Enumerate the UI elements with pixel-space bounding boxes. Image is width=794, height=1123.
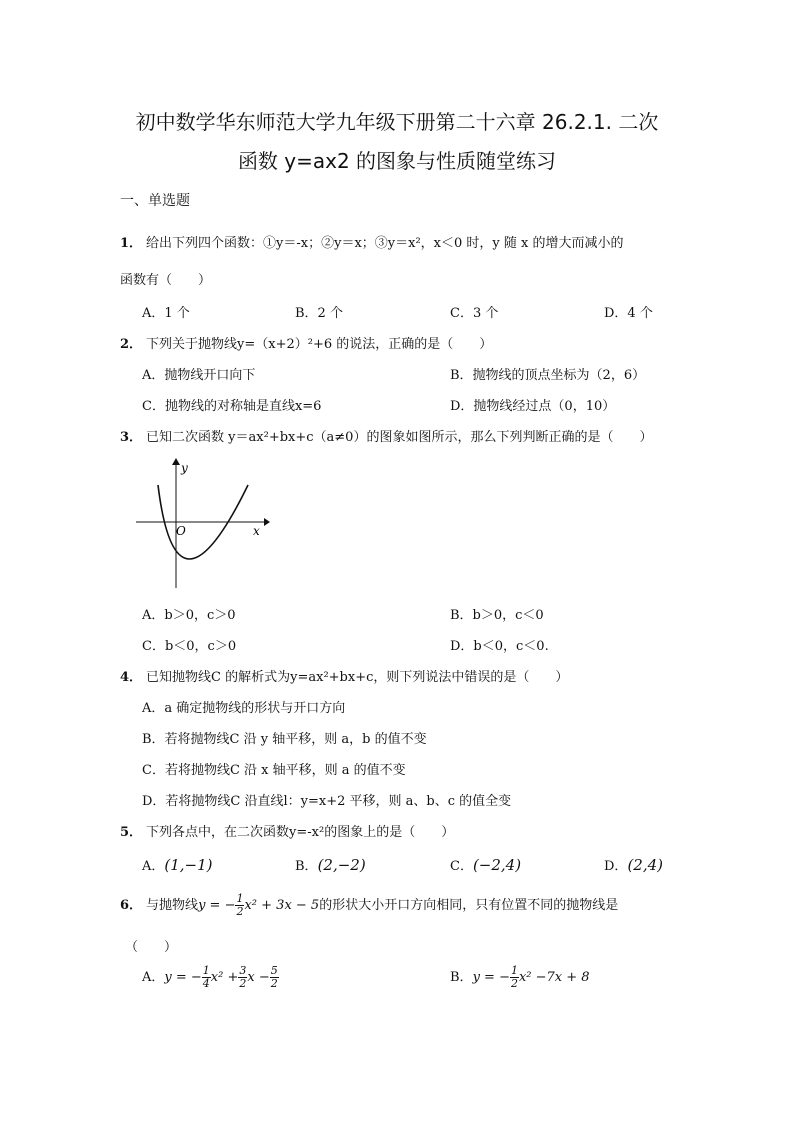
q1-option-a[interactable]: A．1 个 xyxy=(142,306,190,321)
question-number: 2． xyxy=(120,337,143,352)
equation-part: x² + xyxy=(210,970,239,985)
page-title-line-1: 初中数学华东师范大学九年级下册第二十六章 26.2.1. 二次 xyxy=(135,110,659,134)
question-number: 3． xyxy=(120,430,143,445)
equation-part: x² −7x + 8 xyxy=(518,970,590,985)
fraction xyxy=(510,965,519,990)
q1-option-c[interactable]: C．3 个 xyxy=(450,306,499,321)
question-number: 5． xyxy=(120,825,143,840)
question-3 xyxy=(120,426,652,445)
q5-option-c[interactable] xyxy=(450,855,521,874)
q6-option-a[interactable] xyxy=(142,965,279,990)
question-number: 6． xyxy=(120,898,143,913)
origin-label: O xyxy=(176,524,186,538)
option-label: D． xyxy=(604,859,628,874)
equation-part: y = − xyxy=(164,970,202,985)
equation-part: y = − xyxy=(472,970,510,985)
q6-option-b[interactable] xyxy=(450,965,590,990)
option-label: B． xyxy=(450,970,473,985)
option-value: (1,−1) xyxy=(164,856,213,874)
question-stem: 已知二次函数 y＝ax²+bx+c（a≠0）的图象如图所示，那么下列判断正确的是（ ） xyxy=(146,430,653,445)
question-stem-suffix: 的形状大小开口方向相同，只有位置不同的抛物线是 xyxy=(319,898,619,913)
q4-option-d[interactable]: D．若将抛物线C 沿直线l：y=x+2 平移，则 a、b、c 的值全变 xyxy=(142,794,512,809)
y-axis-label: y xyxy=(181,461,188,475)
q5-option-b[interactable] xyxy=(295,855,366,874)
y-axis-arrow-icon xyxy=(172,458,180,465)
parabola-graph xyxy=(136,457,271,592)
fraction xyxy=(202,965,211,990)
option-value: (2,4) xyxy=(627,856,663,874)
question-2 xyxy=(120,333,492,352)
question-stem: 已知抛物线C 的解析式为y=ax²+bx+c，则下列说法中错误的是（ ） xyxy=(146,670,569,685)
option-label: B． xyxy=(295,859,318,874)
q5-option-d[interactable] xyxy=(604,855,663,874)
numerator: 1 xyxy=(510,964,518,977)
q4-option-c[interactable]: C．若将抛物线C 沿 x 轴平移，则 a 的值不变 xyxy=(142,763,406,778)
question-6 xyxy=(120,893,618,918)
question-1-stem-cont: 函数有（ ） xyxy=(120,273,212,288)
option-value: (−2,4) xyxy=(472,856,522,874)
q3-option-a[interactable]: A．b＞0，c＞0 xyxy=(142,608,236,623)
question-stem: 下列各点中，在二次函数y=-x²的图象上的是（ ） xyxy=(146,825,455,840)
equation-part: x − xyxy=(247,970,270,985)
q3-option-b[interactable]: B．b＞0，c＜0 xyxy=(450,608,544,623)
q4-option-a[interactable]: A．a 确定抛物线的形状与开口方向 xyxy=(142,701,346,716)
q1-option-d[interactable]: D．4 个 xyxy=(604,306,653,321)
question-1 xyxy=(120,232,624,251)
numerator: 1 xyxy=(236,892,244,905)
denominator: 4 xyxy=(202,977,210,990)
question-5 xyxy=(120,821,454,840)
denominator: 2 xyxy=(270,977,278,990)
option-label: A． xyxy=(142,970,165,985)
option-label: C． xyxy=(450,859,473,874)
q3-option-c[interactable]: C．b＜0，c＞0 xyxy=(142,639,237,654)
question-number: 4． xyxy=(120,670,143,685)
x-axis-label: x xyxy=(253,524,260,538)
equation-part: x² + 3x − 5 xyxy=(244,898,320,913)
numerator: 1 xyxy=(202,964,210,977)
option-value: (2,−2) xyxy=(317,856,366,874)
x-axis-arrow-icon xyxy=(264,518,270,526)
q2-option-b[interactable]: B．抛物线的顶点坐标为（2，6） xyxy=(450,368,646,383)
question-4 xyxy=(120,666,568,685)
denominator: 2 xyxy=(239,977,247,990)
question-stem: 下列关于抛物线y=（x+2）²+6 的说法，正确的是（ ） xyxy=(146,337,493,352)
denominator: 2 xyxy=(236,905,244,918)
q2-option-c[interactable]: C．抛物线的对称轴是直线x=6 xyxy=(142,399,322,414)
question-stem: 给出下列四个函数：①y＝-x；②y＝x；③y＝x²，x＜0 时，y 随 x 的增大而减小的 xyxy=(146,236,624,251)
question-6-stem-cont: （ ） xyxy=(125,940,178,955)
equation-part: y = − xyxy=(198,898,236,913)
numerator: 5 xyxy=(270,964,278,977)
q4-option-b[interactable]: B．若将抛物线C 沿 y 轴平移，则 a，b 的值不变 xyxy=(142,732,427,747)
question-stem-prefix: 与抛物线 xyxy=(146,898,199,913)
q2-option-a[interactable]: A．抛物线开口向下 xyxy=(142,368,256,383)
q3-option-d[interactable]: D．b＜0，c＜0. xyxy=(450,639,549,654)
denominator: 2 xyxy=(510,977,518,990)
q2-option-d[interactable]: D．抛物线经过点（0，10） xyxy=(450,399,616,414)
option-label: A． xyxy=(142,859,165,874)
question-number: 1． xyxy=(120,236,143,251)
fraction xyxy=(270,965,279,990)
q1-option-b[interactable]: B．2 个 xyxy=(295,306,343,321)
section-heading: 一、单选题 xyxy=(120,193,190,209)
q5-option-a[interactable] xyxy=(142,855,213,874)
page-title-line-2: 函数 y=ax2 的图象与性质随堂练习 xyxy=(237,149,557,173)
numerator: 3 xyxy=(239,964,247,977)
